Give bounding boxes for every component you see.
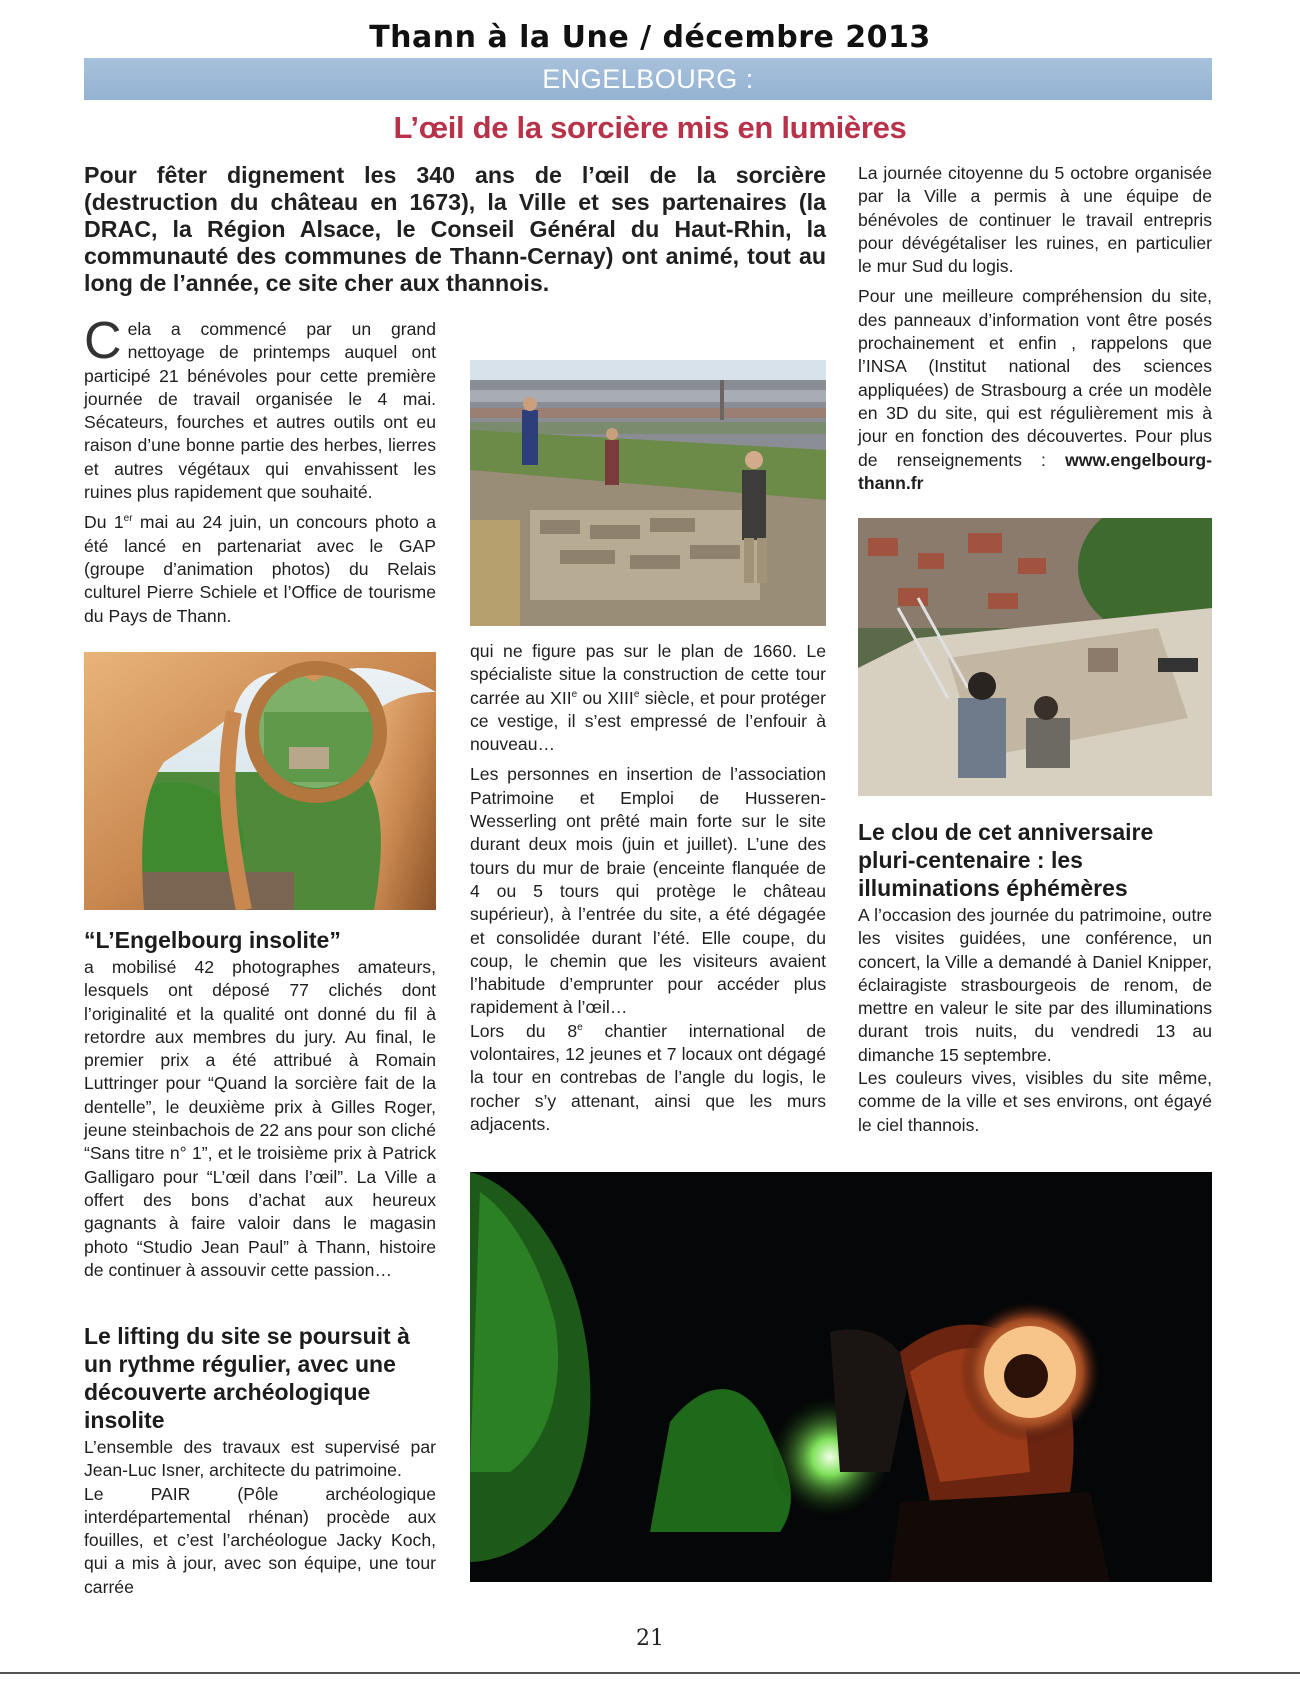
column-1-top [84, 312, 436, 635]
column-3-top [858, 162, 1212, 502]
website-link[interactable]: www.engelbourg-thann.fr [858, 449, 1212, 493]
paragraph-chantier [470, 1020, 826, 1136]
photo-night-illumination [470, 1172, 1212, 1582]
paragraph-cleanup-text: ela a commencé par un grand nettoyage de printemps auquel ont participé 21 bénévoles pour cette première journée de travail organisée le 4 mai. Sécateurs, fourches et autres outils ont eu raison d’une bonne partie des herbes, lierres et autres végétaux qui envahissent les ruines plus rapidement que souhaité. [84, 319, 436, 503]
column-1-bottom [84, 1322, 436, 1606]
heading-engelbourg-insolite: “L’Engelbourg insolite” [84, 927, 341, 953]
paragraph-journee-citoyenne: La journée citoyenne du 5 octobre organisée par la Ville a permis à une équipe de bénévoles de continuer le travail entrepris pour dévégétaliser les ruines, en particulier le mur Sud du logis. [858, 163, 1212, 277]
paragraph-illuminations: A l’occasion des journée du patrimoine, outre les visites guidées, une conférence, un concert, la Ville a demandé à Daniel Knipper, éclairagiste strasbourgeois de renom, de mettre en valeur le site par des illuminations durant trois nuits, du vendredi 13 au dimanche 15 septembre. [858, 905, 1212, 1065]
insa-text: Pour une meilleure compréhension du site, des panneaux d’information vont être posés prochainement et enfin , rappelons que l’INSA (Institut national des sciences appliquées) de Strasbourg a crée un modèle en 3D du site, qui est régulièrement mis à jour en fonction des découvertes. Pour plus de renseignements : [858, 286, 1212, 470]
superscript: e [577, 1021, 583, 1033]
contest-text-a: Du 1 [84, 512, 124, 533]
paragraph-insa [858, 285, 1212, 495]
drop-cap: C [84, 312, 122, 370]
superscript: er [123, 513, 133, 525]
article-headline: L’œil de la sorcière mis en lumières [393, 110, 907, 145]
heading-clou: Le clou de cet anniversaire pluri-centenaire : les illuminations éphémères [858, 819, 1154, 901]
superscript: e [571, 688, 578, 700]
tour-text-a: qui ne figure pas sur le plan de 1660. Le spécialiste situe la construction de cette tour carrée au XII [470, 641, 826, 708]
tour-text-c: siècle, et pour protéger ce vestige, il s’est empressé de l’enfouir à nouveau… [470, 687, 827, 755]
photo-volunteers-ruins [470, 360, 826, 626]
chantier-text-a: Lors du 8 [470, 1020, 578, 1041]
chantier-text-b: chantier international de volontaires, 12 jeunes et 7 locaux ont dégagé la tour en contrebas de l’angle du logis, le rocher s’y attenant, ainsi que les murs adjacents. [470, 1020, 827, 1134]
contest-text-b: mai au 24 juin, un concours photo a été lancé en partenariat avec le GAP (groupe d’animation photos) du Relais culturel Pierre Schiele et l’Office de tourisme du Pays de Thann. [84, 512, 436, 626]
section-banner: ENGELBOURG : [84, 58, 1212, 100]
lead-paragraph: Pour fêter dignement les 340 ans de l’œil de la sorcière (destruction du château en 1673), la Ville et ses partenaires (la DRAC, la Région Alsace, le Conseil Général du Haut-Rhin, la communauté des communes de Thann-Cernay) ont animé, tout au long de l’année, ce site cher aux thannois. [84, 162, 826, 296]
paragraph-pair: Le PAIR (Pôle archéologique interdépartemental rhénan) procède aux fouilles, et c’est l’archéologue Jacky Koch, qui a mis à jour, avec son équipe, une tour carrée [84, 1483, 436, 1597]
superscript: e [633, 688, 640, 700]
tour-text-b: ou XIII [577, 687, 634, 708]
photo-window-arch [84, 652, 436, 910]
paragraph-contest-results: a mobilisé 42 photographes amateurs, lesquels ont déposé 77 clichés dont l’originalité et la qualité ont donné du fil à retordre aux membres du jury. Au final, le premier prix a été attribué à Romain Luttringer pour “Quand la sorcière fait de la dentelle”, le deuxième prix à Gilles Roger, jeune steinbachois de 22 ans pour son cliché “Sans titre n° 1”, et le troisième prix à Patrick Galligaro pour “L’œil dans l’œil”. La Ville a offert des bons d’achat aux heureux gagnants à faire valoir dans le magasin photo “Studio Jean Paul” à Thann, histoire de continuer à assouvir cette passion… [84, 957, 436, 1280]
heading-lifting: Le lifting du site se poursuit à un rythme régulier, avec une découverte archéologique insolite [84, 1323, 410, 1433]
page-number: 21 [636, 1626, 664, 1651]
bottom-rule [0, 1672, 1300, 1674]
paragraph-insertion: Les personnes en insertion de l’association Patrimoine et Emploi de Husseren-Wesserling ont prêté main forte sur le site durant deux mois (juin et juillet). L’une des tours du mur de braie (enceinte flanquée de 4 ou 5 tours qui protège le château supérieur), à l’entrée du site, a été dégagée et consolidée durant l’été. Elle coupe, du coup, le chemin que les visiteurs avaient l’habitude d’emprunter pour accéder plus rapidement à l’œil… [470, 764, 826, 1018]
paragraph-photo-contest [84, 511, 436, 627]
column-3-bottom [858, 818, 1212, 1144]
masthead-title: Thann à la Une / décembre 2013 [369, 20, 931, 55]
paragraph-isner: L’ensemble des travaux est supervisé par Jean-Luc Isner, architecte du patrimoine. [84, 1437, 436, 1481]
paragraph-tour-carree [470, 640, 826, 756]
paragraph-cleanup [84, 312, 436, 504]
column-2 [470, 640, 826, 1143]
paragraph-couleurs: Les couleurs vives, visibles du site même, comme de la ville et ses environs, ont égayé le ciel thannois. [858, 1068, 1212, 1135]
column-1-middle [84, 926, 436, 1289]
photo-ruins-overlook [858, 518, 1212, 796]
